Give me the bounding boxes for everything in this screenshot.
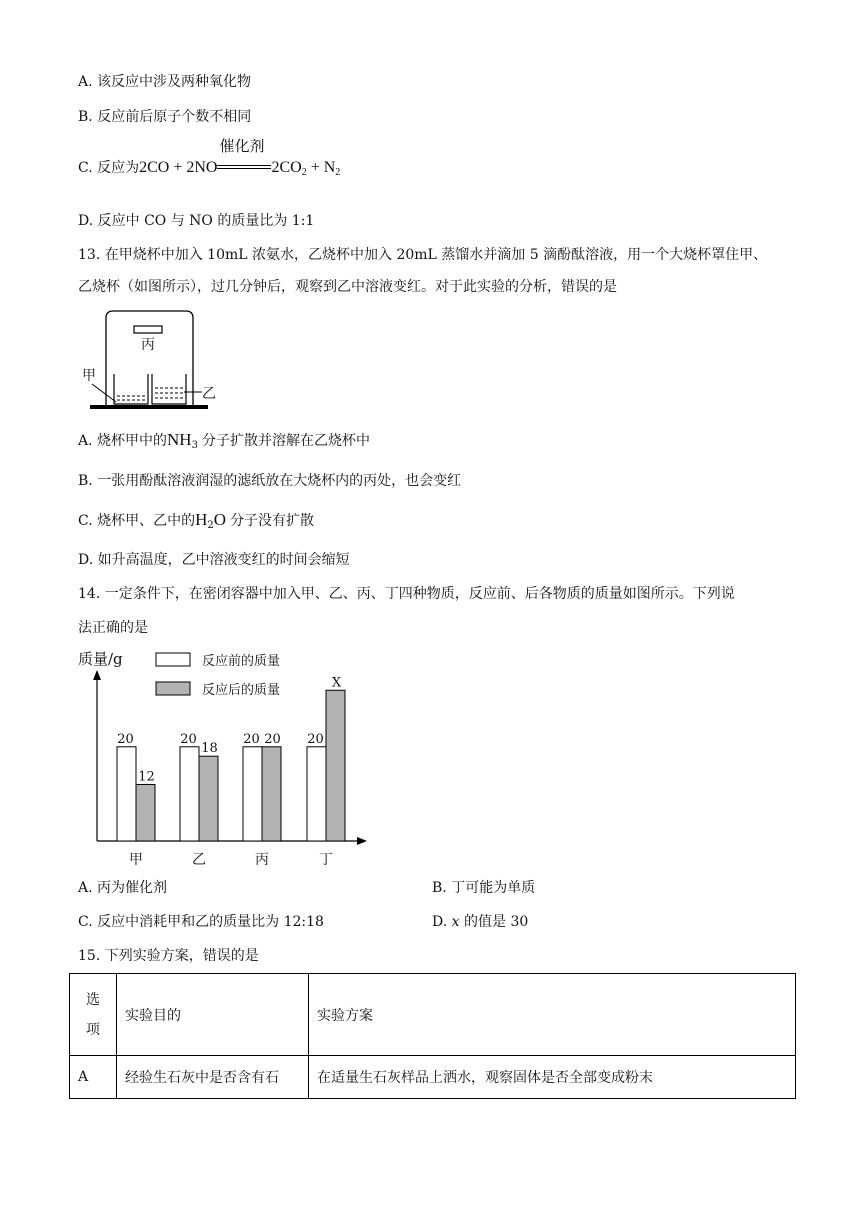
table-header-row [70, 974, 796, 1056]
q13-stem-line1: 13. 在甲烧杯中加入 10mL 浓氨水，乙烧杯中加入 20mL 蒸馏水并滴加 5 滴酚酞溶液，用一个大烧杯罩住甲、 [78, 247, 768, 263]
label-bing: 丙 [141, 337, 155, 353]
bar-label-after-0: 12 [138, 769, 155, 785]
q13-option-d: D. 如升高温度，乙中溶液变红的时间会缩短 [78, 552, 350, 568]
bar-label-before-3: 20 [307, 731, 324, 747]
table-row [70, 1056, 796, 1099]
bar-before-1 [180, 747, 199, 841]
q13-option-c: C. 烧杯甲、乙中的$H_2O$ 分子没有扩散 [78, 510, 315, 531]
q14-stem-line1: 14. 一定条件下，在密闭容器中加入甲、乙、丙、丁四种物质，反应前、后各物质的质量如图所示。下列说 [78, 586, 735, 602]
bar-label-after-3: X [331, 675, 342, 691]
base-plate [90, 405, 208, 409]
header-option: 选 项 [70, 974, 117, 1056]
q12-option-c-prefix: C. 反应为 [78, 160, 140, 176]
q15-table [69, 973, 796, 1099]
bar-after-2 [262, 747, 281, 841]
q14-option-b: B. 丁可能为单质 [432, 880, 536, 896]
category-label-1: 乙 [192, 852, 206, 868]
y-axis-arrow [93, 670, 101, 680]
catalyst-label: 催化剂 [219, 137, 265, 155]
bar-label-before-2: 20 [243, 731, 260, 747]
bar-after-1 [199, 756, 218, 841]
beaker-apparatus-figure [78, 308, 228, 414]
q13-stem-line2: 乙烧杯（如图所示），过几分钟后，观察到乙中溶液变红。对于此实验的分析，错误的是 [78, 279, 617, 295]
bar-after-3 [326, 690, 345, 841]
category-label-0: 甲 [129, 852, 143, 868]
equation-rhs: $2CO_2 + N_2$ [271, 159, 341, 178]
bar-before-3 [307, 747, 326, 841]
q13-option-b: B. 一张用酚酞溶液润湿的滤纸放在大烧杯内的丙处，也会变红 [78, 473, 462, 489]
q14-option-a: A. 丙为催化剂 [78, 880, 168, 896]
category-label-2: 丙 [255, 852, 269, 868]
bar-after-0 [136, 784, 155, 841]
chart-ylabel: 质量/g [78, 650, 123, 668]
label-jia: 甲 [82, 368, 96, 384]
legend-swatch-after [156, 682, 190, 695]
q12-option-b: B. 反应前后原子个数不相同 [78, 109, 252, 125]
beaker-yi [152, 374, 186, 404]
q15-stem: 15. 下列实验方案，错误的是 [78, 948, 259, 964]
mass-bar-chart [70, 642, 380, 872]
q14-option-c: C. 反应中消耗甲和乙的质量比为 12:18 [78, 914, 324, 930]
q12-option-c [78, 137, 341, 183]
bar-label-before-0: 20 [117, 731, 134, 747]
bar-label-after-2: 20 [264, 731, 281, 747]
category-label-3: 丁 [319, 852, 333, 868]
bar-before-2 [243, 747, 262, 841]
q12-option-d: D. 反应中 CO 与 NO 的质量比为 1:1 [78, 213, 315, 229]
q14-stem-line2: 法正确的是 [78, 620, 148, 636]
row-purpose: 经验生石灰中是否含有石 [117, 1056, 309, 1099]
equation-lhs: 2CO + 2NO [139, 159, 218, 176]
filter-paper [134, 326, 162, 333]
legend-label-after: 反应后的质量 [202, 683, 281, 698]
bar-before-0 [117, 747, 136, 841]
q13-option-a: A. 烧杯甲中的$NH_3$ 分子扩散并溶解在乙烧杯中 [78, 430, 370, 451]
x-axis-arrow [357, 837, 367, 845]
row-option: A [70, 1056, 117, 1099]
bar-label-before-1: 20 [180, 731, 197, 747]
row-plan: 在适量生石灰样品上洒水，观察固体是否全部变成粉末 [309, 1056, 796, 1099]
label-yi: 乙 [202, 386, 216, 402]
legend-swatch-before [156, 653, 190, 666]
header-plan: 实验方案 [309, 974, 796, 1056]
legend-label-before: 反应前的质量 [202, 654, 281, 669]
header-purpose: 实验目的 [117, 974, 309, 1056]
q12-option-a: A. 该反应中涉及两种氧化物 [78, 74, 252, 90]
catalyst-arrow [217, 137, 271, 178]
bar-label-after-1: 18 [201, 741, 218, 757]
q14-option-d: D. x 的值是 30 [432, 914, 529, 930]
